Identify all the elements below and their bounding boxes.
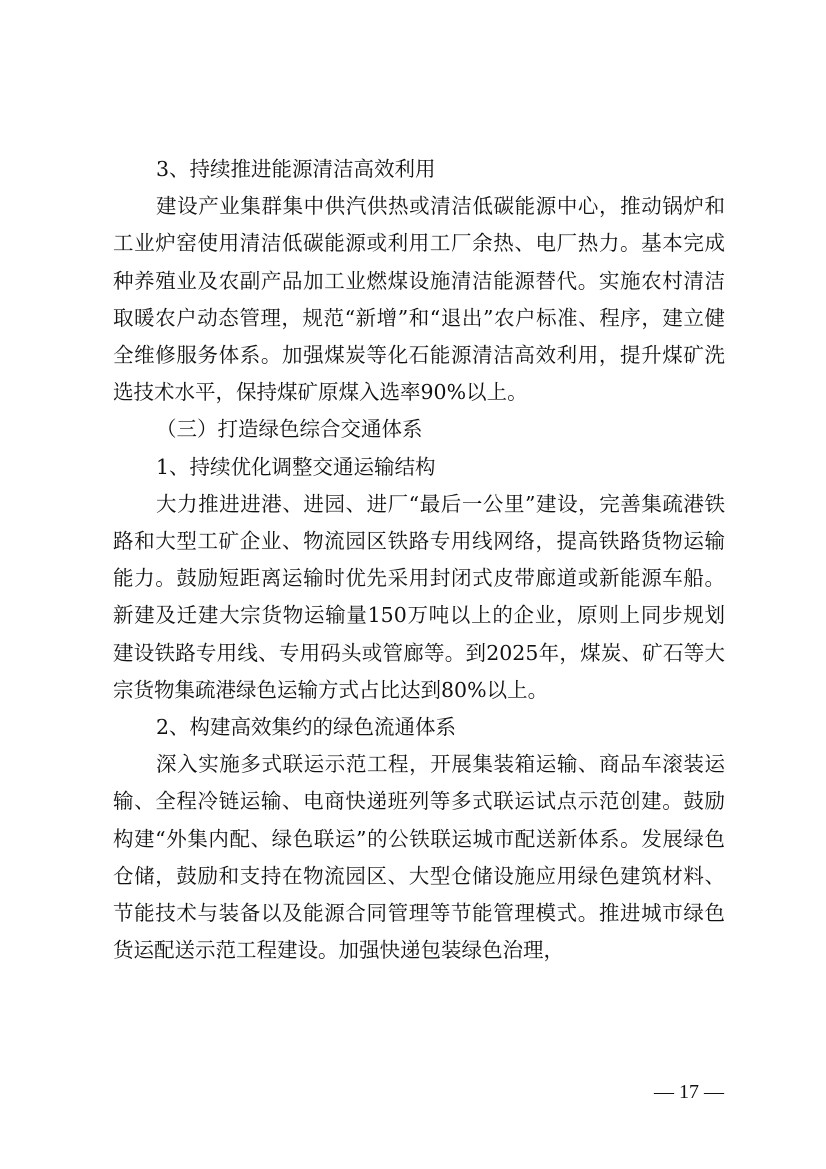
paragraph-energy-clean-use: 建设产业集群集中供汽供热或清洁低碳能源中心，推动锅炉和工业炉窑使用清洁低碳能源或利用工厂余热、电厂热力。基本完成种养殖业及农副产品加工业燃煤设施清洁能源替代。实施农村清洁取暖农户动态管理，规范“新增”和“退出”农户标准、程序，建立健全维修服务体系。加强煤炭等化石能源清洁高效利用，提升煤矿洗选技术水平，保持煤矿原煤入选率90%以上。 — [113, 194, 725, 405]
section-heading-green-transport: （三）打造绿色综合交通体系 — [156, 417, 423, 442]
page-number: — 17 — — [654, 1081, 724, 1103]
paragraph-transport-structure: 大力推进进港、进园、进厂“最后一公里”建设，完善集疏港铁路和大型工矿企业、物流园区铁路专用线网络，提高铁路货物运输能力。鼓励短距离运输时优先采用封闭式皮带廊道或新能源车船。新建及迁建大宗货物运输量150万吨以上的企业，原则上同步规划建设铁路专用线、专用码头或管廊等。到2025年，煤炭、矿石等大宗货物集疏港绿色运输方式占比达到80%以上。 — [113, 491, 725, 702]
heading-transport-structure: 1、持续优化调整交通运输结构 — [156, 454, 436, 479]
paragraph-green-circulation: 深入实施多式联运示范工程，开展集装箱运输、商品车滚装运输、全程冷链运输、电商快递班列等多式联运试点示范创建。鼓励构建“外集内配、绿色联运”的公铁联运城市配送新体系。发展绿色仓储，鼓励和支持在物流园区、大型仓储设施应用绿色建筑材料、节能技术与装备以及能源合同管理等节能管理模式。推进城市绿色货运配送示范工程建设。加强快递包装绿色治理， — [113, 752, 725, 963]
heading-green-circulation: 2、构建高效集约的绿色流通体系 — [156, 715, 457, 740]
heading-energy-clean-use: 3、持续推进能源清洁高效利用 — [156, 157, 436, 181]
document-body — [113, 151, 725, 969]
